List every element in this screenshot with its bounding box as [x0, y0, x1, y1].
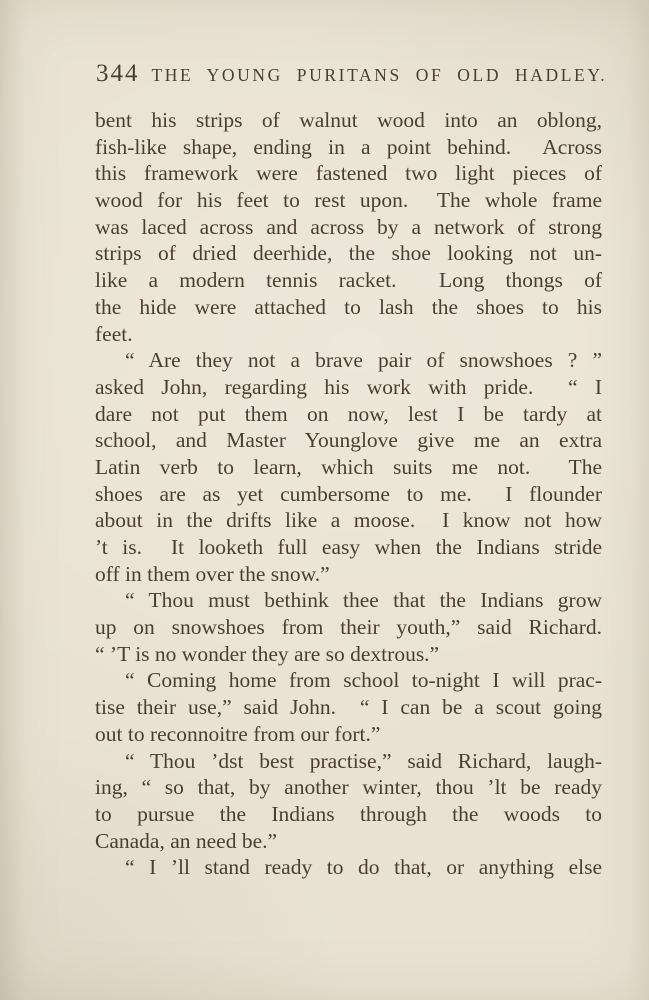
paragraph	[95, 107, 602, 347]
page-body	[95, 107, 602, 881]
paragraph	[95, 748, 602, 855]
text-line: was laced across and across by a network of strong	[95, 214, 602, 239]
text-line: “ Thou ’dst best practise,” said Richard, laugh-	[125, 748, 602, 773]
page-number: 344	[96, 60, 140, 87]
text-line: up on snowshoes from their youth,” said Richard.	[95, 615, 602, 640]
text-line: ing, “ so that, by another winter, thou ’lt be ready	[95, 775, 602, 800]
text-line: wood for his feet to rest upon. The whole frame	[95, 188, 602, 213]
text-line: to pursue the Indians through the woods to	[95, 801, 602, 826]
paragraph	[95, 667, 602, 747]
text-line: “ ’T is no wonder they are so dextrous.”	[95, 641, 440, 666]
text-line: “ I ’ll stand ready to do that, or anything else	[125, 855, 602, 880]
paragraph	[95, 854, 602, 881]
text-line: out to reconnoitre from our fort.”	[95, 721, 381, 746]
text-line: tise their use,” said John. “ I can be a scout going	[95, 695, 602, 720]
text-line: “ Are they not a brave pair of snowshoes ? ”	[125, 348, 602, 373]
text-line: off in them over the snow.”	[95, 561, 330, 586]
text-line: about in the drifts like a moose. I know not how	[95, 508, 602, 533]
text-line: this framework were fastened two light pieces of	[95, 161, 602, 186]
text-line: Canada, an need be.”	[95, 828, 278, 853]
text-line: school, and Master Younglove give me an extra	[95, 428, 602, 453]
text-line: “ Thou must bethink thee that the Indians grow	[125, 588, 602, 613]
text-line: strips of dried deerhide, the shoe looking not un-	[95, 241, 602, 266]
text-line: like a modern tennis racket. Long thongs of	[95, 268, 602, 293]
page-header	[96, 60, 608, 88]
paragraph	[95, 347, 602, 587]
text-line: fish-like shape, ending in a point behind. Across	[95, 134, 602, 159]
text-line: Latin verb to learn, which suits me not. The	[95, 454, 602, 479]
text-line: the hide were attached to lash the shoes to his	[95, 294, 602, 319]
text-line: “ Coming home from school to-night I will prac-	[125, 668, 602, 693]
text-line: ’t is. It looketh full easy when the Indians stride	[95, 535, 602, 559]
text-line: dare not put them on now, lest I be tardy at	[95, 401, 602, 426]
text-line: bent his strips of walnut wood into an oblong,	[95, 108, 602, 132]
text-line: asked John, regarding his work with pride. “ I	[95, 374, 602, 399]
text-line: feet.	[95, 321, 133, 346]
paragraph	[95, 587, 602, 667]
running-title: THE YOUNG PURITANS OF OLD HADLEY.	[151, 65, 608, 85]
text-line: shoes are as yet cumbersome to me. I flounder	[95, 481, 602, 506]
